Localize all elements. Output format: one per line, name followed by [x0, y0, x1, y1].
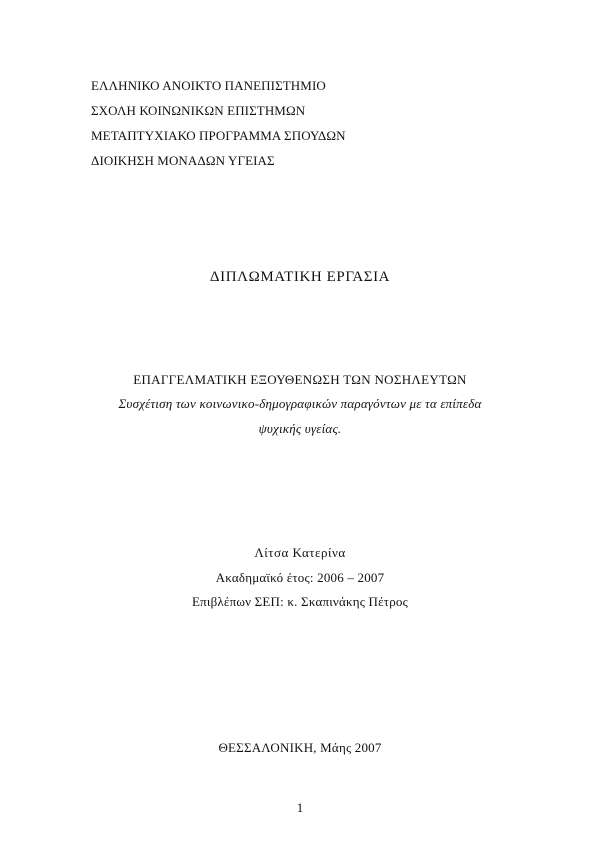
document-type-heading: ΔΙΠΛΩΜΑΤΙΚΗ ΕΡΓΑΣΙΑ	[209, 269, 391, 285]
program-name: ΜΕΤΑΠΤΥΧΙΑΚΟ ΠΡΟΓΡΑΜΜΑ ΣΠΟΥΔΩΝ	[91, 128, 346, 143]
thesis-title: ΕΠΑΓΓΕΛΜΑΤΙΚΗ ΕΞΟΥΘΕΝΩΣΗ ΤΩΝ ΝΟΣΗΛΕΥΤΩΝ	[133, 372, 467, 387]
thesis-subtitle-line-1: Συσχέτιση των κοινωνικο-δημογραφικών παραγόντων με τα επίπεδα	[118, 396, 482, 411]
institution-header	[91, 73, 346, 173]
supervisor: Επιβλέπων ΣΕΠ: κ. Σκαπινάκης Πέτρος	[192, 594, 408, 609]
author-name: Λίτσα Κατερίνα	[254, 545, 346, 560]
academic-year: Ακαδημαϊκό έτος: 2006 – 2007	[215, 570, 385, 585]
university-name: ΕΛΛΗΝΙΚΟ ΑΝΟΙΚΤΟ ΠΑΝΕΠΙΣΤΗΜΙΟ	[91, 78, 326, 93]
thesis-subtitle-line-2: ψυχικής υγείας.	[258, 421, 342, 436]
page-number: 1	[296, 800, 304, 815]
school-name: ΣΧΟΛΗ ΚΟΙΝΩΝΙΚΩΝ ΕΠΙΣΤΗΜΩΝ	[91, 103, 306, 118]
specialization-name: ΔΙΟΙΚΗΣΗ ΜΟΝΑΔΩΝ ΥΓΕΙΑΣ	[91, 153, 275, 168]
place-and-date: ΘΕΣΣΑΛΟΝΙΚΗ, Μάης 2007	[218, 740, 382, 755]
